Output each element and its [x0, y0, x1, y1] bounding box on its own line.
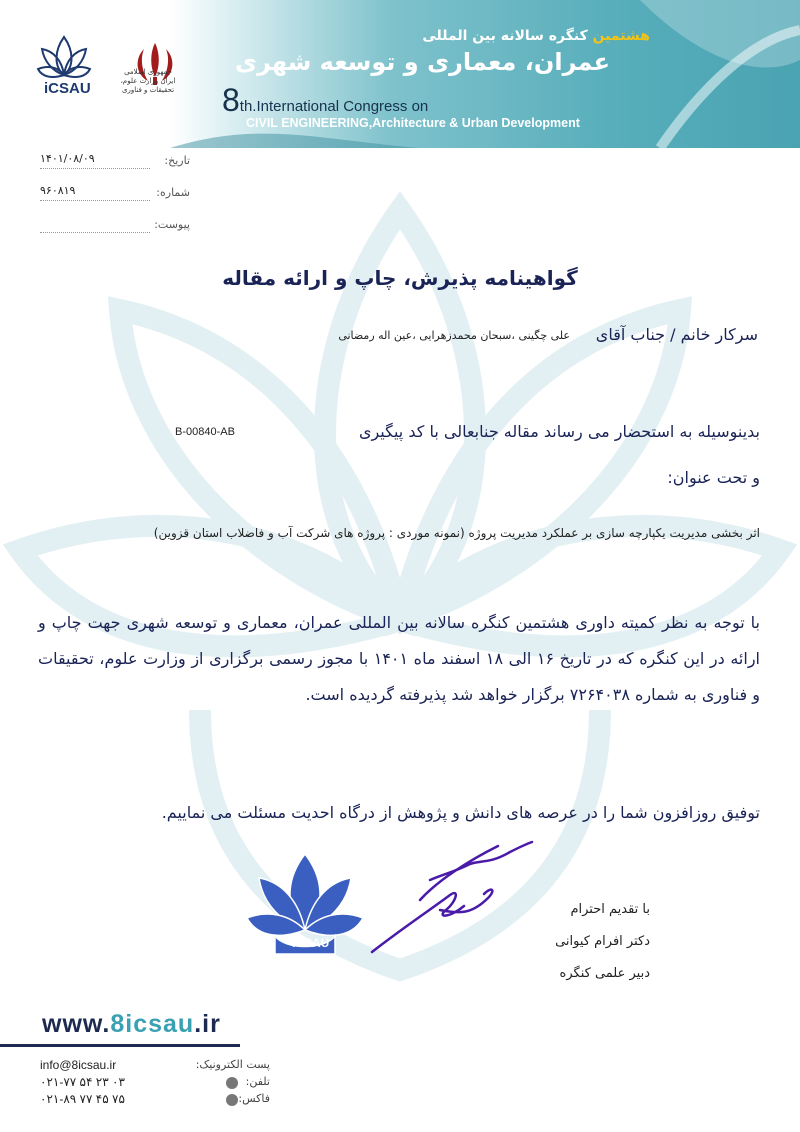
phone-label: تلفن: — [245, 1075, 270, 1088]
website-suffix: .ir — [194, 1010, 221, 1038]
paper-title: اثر بخشی مدیریت یکپارچه سازی بر عملکرد مدیریت پروژه (نمونه موردی : پروژه های شرکت آب و فاضلاب استان قزوین) — [153, 526, 760, 540]
congress-title-en — [222, 82, 428, 119]
footer-fax — [40, 1092, 280, 1110]
phone-value: ۰۲۱-۷۷ ۵۴ ۲۳ ۰۳ — [40, 1075, 125, 1089]
fax-label: فاکس: — [238, 1092, 270, 1105]
email-label: پست الکترونیک: — [195, 1058, 270, 1071]
date-underline — [40, 168, 150, 169]
author-names: علی چگینی ،سبحان محمدزهرایی ،عین اله رمضانی — [338, 329, 570, 342]
date-field — [40, 152, 190, 172]
signoff-role: دبیر علمی کنگره — [559, 966, 650, 981]
congress-title-fa: عمران، معماری و توسعه شهری — [234, 48, 610, 76]
phone-icon — [226, 1077, 238, 1089]
email-value[interactable]: info@8icsau.ir — [40, 1058, 117, 1072]
website-prefix: www. — [42, 1010, 111, 1038]
ministry-emblem-icon — [120, 22, 190, 112]
certificate-title: گواهینامه پذیرش، چاپ و ارائه مقاله — [222, 266, 578, 290]
attachment-label: پیوست: — [154, 218, 190, 231]
acceptance-paragraph: با توجه به نظر کمیته داوری هشتمین کنگره سالانه بین المللی عمران، معماری و توسعه شهری جهت چاپ و ارائه در این کنگره که در تاریخ ۱۶ الی ۱۸ اسفند ماه ۱۴۰۱ با مجوز رسمی برگزاری از وزارت علوم، تحقیقات و فناوری به شماره ۷۲۶۴۰۳۸ برگزار خواهد شد پذیرفته گردیده است. — [38, 613, 761, 704]
congress-title-en-line2: CIVIL ENGINEERING,Architecture & Urban Development — [246, 116, 580, 130]
number-value: ۹۶۰۸۱۹ — [40, 184, 76, 197]
signoff-name: دکتر افرام کیوانی — [555, 934, 650, 949]
number-label: شماره: — [156, 186, 190, 199]
ministry-text: جمهوری اسلامی ایران وزارت علوم، تحقیقات و فناوری — [120, 68, 176, 94]
website-accent: 8icsau — [110, 1010, 195, 1038]
number-underline — [40, 200, 150, 201]
footer-divider — [0, 1044, 240, 1047]
closing-sentence: توفیق روزافزون شما را در عرصه های دانش و پژوهش از درگاه احدیت مسئلت می نماییم. — [161, 803, 760, 822]
footer-phone — [40, 1075, 280, 1093]
date-value: ۱۴۰۱/۰۸/۰۹ — [40, 152, 95, 165]
fax-icon — [226, 1094, 238, 1106]
signoff-regards: با تقدیم احترام — [570, 902, 650, 917]
fax-value: ۰۲۱-۸۹ ۷۷ ۴۵ ۷۵ — [40, 1092, 125, 1106]
footer-email — [40, 1058, 280, 1076]
congress-subtitle-rest: کنگره سالانه بین المللی — [422, 28, 593, 44]
salutation: سرکار خانم / جناب آقای — [595, 325, 758, 344]
icsau-logo-text: iCSAU — [44, 80, 91, 97]
congress-number: 8 — [222, 82, 240, 118]
website-url[interactable] — [42, 1010, 221, 1039]
tracking-code: B-00840-AB — [175, 426, 235, 438]
intro-paragraph: بدینوسیله به استحضار می رساند مقاله جنابعالی با کد پیگیری — [358, 422, 760, 441]
letterhead — [0, 0, 800, 148]
number-field — [40, 184, 190, 204]
signature — [360, 840, 535, 960]
date-label: تاریخ: — [164, 154, 190, 167]
icsau-stamp-logo-text: iCSAU — [292, 936, 330, 950]
attachment-underline — [40, 232, 150, 233]
congress-ordinal: هشتمین — [592, 28, 650, 44]
attachment-field — [40, 216, 190, 236]
under-title-label: و تحت عنوان: — [667, 468, 760, 487]
congress-subtitle — [422, 28, 650, 44]
congress-title-en-line1: th.International Congress on — [239, 98, 429, 115]
